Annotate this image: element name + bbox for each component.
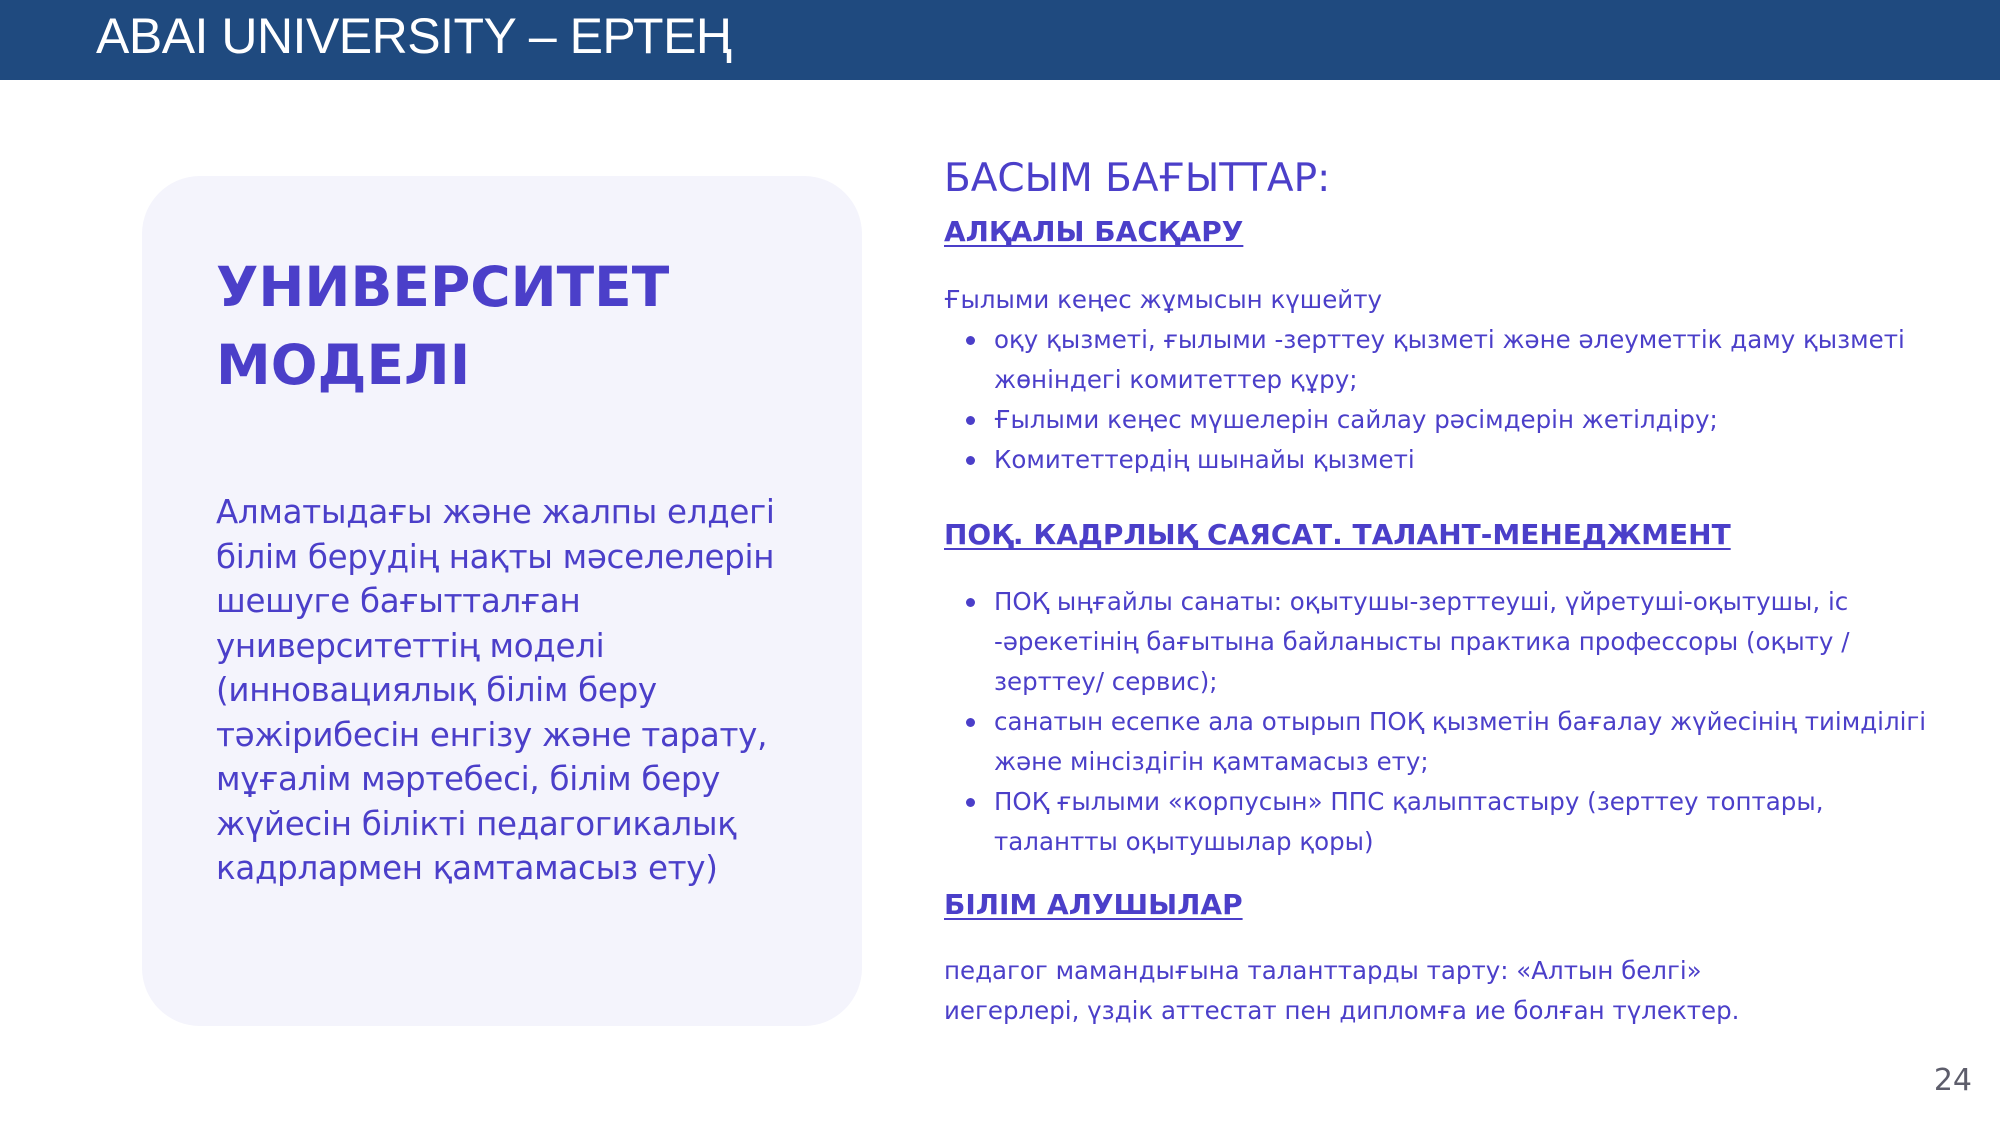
- bullet-icon: [966, 798, 975, 807]
- section-title-staff-policy: ПОҚ. КАДРЛЫҚ САЯСАТ. ТАЛАНТ-МЕНЕДЖМЕНТ: [944, 518, 1731, 551]
- list-item-text: Комитеттердің шынайы қызметі: [994, 445, 1415, 474]
- section1-bullet-list: [944, 320, 1944, 480]
- card-title: [216, 248, 816, 404]
- list-item: [944, 702, 1944, 782]
- section2-bullet-list: [944, 582, 1944, 862]
- card-title-line-2: МОДЕЛІ: [216, 333, 471, 397]
- bullet-icon: [966, 336, 975, 345]
- bullet-icon: [966, 718, 975, 727]
- section3-text: педагог мамандығына таланттарды тарту: «Алтын белгі» иегерлері, үздік аттестат пен дипломға ие болған түлектер.: [944, 956, 1740, 1025]
- card-body-text: Алматыдағы және жалпы елдегі білім берудің нақты мәселелерін шешуге бағытталған университеттің моделі (инновациялық білім беру тәжірибесін енгізу және тарату, мұғалім мәртебесі, білім беру жүйесін білікті педагогикалық кадрлармен қамтамасыз ету): [216, 493, 775, 887]
- list-item: [944, 400, 1944, 440]
- list-item-text: санатын есепке ала отырып ПОҚ қызметін бағалау жүйесінің тиімділігі және мінсіздігін қамтамасыз ету;: [994, 707, 1927, 776]
- bullet-icon: [966, 416, 975, 425]
- header-bar: [0, 0, 2000, 80]
- list-item-text: ПОҚ ғылыми «корпусын» ППС қалыптастыру (зерттеу топтары, талантты оқытушылар қоры): [994, 787, 1824, 856]
- page-number: 24: [1933, 1063, 1972, 1098]
- section-title-students: БІЛІМ АЛУШЫЛАР: [944, 888, 1243, 921]
- list-item: [944, 320, 1944, 400]
- priorities-heading: БАСЫМ БАҒЫТТАР:: [944, 156, 1331, 201]
- list-item-text: Ғылыми кеңес мүшелерін сайлау рәсімдерін жетілдіру;: [994, 405, 1718, 434]
- header-title: ABAI UNIVERSITY – ЕРТЕҢ: [96, 8, 732, 64]
- list-item: [944, 582, 1944, 702]
- section-intro-academic-council: Ғылыми кеңес жұмысын күшейту: [944, 285, 1382, 314]
- card-title-line-1: УНИВЕРСИТЕТ: [216, 255, 670, 319]
- bullet-icon: [966, 456, 975, 465]
- bullet-icon: [966, 598, 975, 607]
- list-item: [944, 440, 1944, 480]
- list-item: [944, 782, 1944, 862]
- university-model-card: [142, 176, 862, 1026]
- list-item-text: ПОҚ ыңғайлы санаты: оқытушы-зерттеуші, үйретуші-оқытушы, іс -әрекетінің бағытына байланысты практика профессоры (оқыту /зерттеу/ сервис);: [994, 587, 1850, 696]
- section-title-collegial-management: АЛҚАЛЫ БАСҚАРУ: [944, 215, 1244, 248]
- list-item-text: оқу қызметі, ғылыми -зерттеу қызметі және әлеуметтік даму қызметі жөніндегі комитеттер құру;: [994, 325, 1905, 394]
